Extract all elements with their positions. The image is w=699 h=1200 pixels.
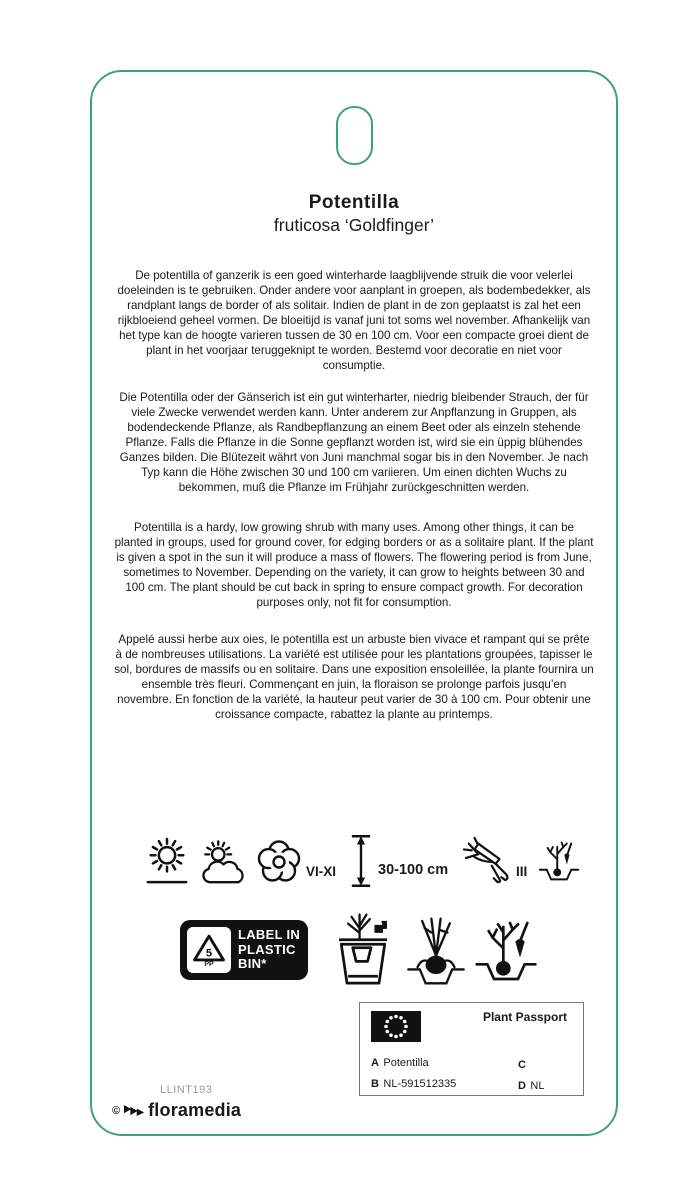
copyright-symbol: ©	[112, 1104, 121, 1117]
passport-title: Plant Passport	[482, 1010, 567, 1024]
badge-line-3: BIN*	[238, 956, 267, 972]
passport-key-b: B	[371, 1078, 379, 1090]
description-dutch: De potentilla of ganzerik is een goed winterharde laagblijvende struik die voor velerlei doeleinden is te gebruiken. Onder andere voor aanplant in groepen, als bodembedekker, als randplant langs de border of als solitair. Indien de plant in de zon geplaatst is zal het een rijkbloeiend geheel vormen. De bloeitijd is vanaf juni tot soms wel november. Afhankelijk van het type kan de hoogte varieren tussen de 30 en 100 cm. Voor een compacte groei dient de plant in het voorjaar teruggeknipt te worden. Bestemd voor decoratie en niet voor consumptie.	[117, 269, 591, 372]
description-english: Potentilla is a hardy, low growing shrub with many uses. Among other things, it can be planted in groups, used for ground cover, for edging borders or as a solitaire plant. If the plant is given a spot in the sun it will produce a mass of flowers. The flowering period is from June, sometimes to November. Depending on the variety, it can grow to heights between 30 and 100 cm. The plant should be cut back in spring to ensure compact growth. For decoration purposes only, not fit for consumption.	[114, 521, 594, 609]
passport-key-c: C	[518, 1059, 526, 1071]
root-ball-icon	[406, 914, 466, 988]
pruning-shears-icon	[462, 836, 512, 884]
passport-field-d	[518, 1076, 544, 1094]
hanging-hole	[336, 106, 373, 165]
eu-flag-icon	[371, 1011, 421, 1042]
material-code: PP	[204, 960, 214, 968]
floramedia-leaf-icon	[123, 1103, 145, 1118]
soak-in-bucket-icon	[332, 910, 394, 990]
recycling-symbol	[187, 927, 231, 973]
passport-field-a	[371, 1053, 429, 1071]
plant-species-subtitle: fruticosa ‘Goldfinger’	[273, 215, 435, 235]
care-icon-row	[92, 832, 616, 896]
planting-icon-row	[92, 910, 616, 1000]
recycle-code: 5	[205, 947, 213, 959]
label-in-plastic-bin-badge	[180, 920, 308, 980]
flowering-period-label: VI-XI	[306, 864, 337, 879]
partial-shade-icon	[200, 840, 248, 886]
plant-label-card	[90, 70, 618, 1136]
floramedia-wordmark: floramedia	[148, 1100, 242, 1120]
pruning-month-label: III	[516, 864, 528, 879]
planting-trowel-icon	[474, 912, 538, 990]
passport-value-a: Potentilla	[383, 1057, 429, 1069]
description-french: Appelé aussi herbe aux oies, le potentilla est un arbuste bien vivace et rampant qui se prête à de nombreuses utilisations. La variété est utilisée pour les plantations groupées, tapisser le sol, bordures de massifs ou en solitaire. Dans une exposition ensoleillée, la plante fournira un ensemble très fleuri. Commençant en juin, la floraison se prolonge parfois jusqu’en novembre. En fonction de la variété, la hauteur peut varier de 30 à 100 cm. Pour obtenir une croissance compacte, rabattez la plante au printemps.	[114, 633, 594, 721]
passport-value-b: NL-591512335	[383, 1078, 457, 1090]
passport-value-d: NL	[530, 1080, 545, 1092]
badge-line-2: PLASTIC	[238, 941, 296, 957]
passport-key-d: D	[518, 1080, 526, 1092]
passport-field-c	[518, 1055, 526, 1073]
flower-icon	[254, 838, 304, 886]
label-reference-code: LLINT193	[160, 1084, 213, 1096]
plant-genus-title: Potentilla	[308, 192, 400, 213]
badge-line-1: LABEL IN	[238, 927, 301, 943]
passport-key-a: A	[371, 1057, 379, 1069]
plant-with-trowel-icon	[538, 838, 580, 884]
passport-field-b	[371, 1074, 456, 1092]
floramedia-logo	[112, 1100, 241, 1121]
height-range-icon	[350, 832, 372, 890]
full-sun-icon	[144, 834, 190, 888]
description-german: Die Potentilla oder der Gänserich ist ein gut winterharter, niedrig bleibender Strauch, der für viele Zwecke verwendet werden kann. Unter anderem zur Anpflanzung in Gruppen, als bodendeckende Pflanze, als Randbepflanzung an einem Beet oder als einzeln stehende Pflanze. Falls die Pflanze in die Sonne gepflanzt worden ist, wird sie ein üppig blühendes Ganzes bilden. Die Blütezeit währt von Juni manchmal sogar bis in den November. Je nach Typ kann die Höhe zwischen 30 und 100 cm variieren. Um einen dichten Wuchs zu bekommen, muß die Pflanze im Frühjahr zurückgeschnitten werden.	[119, 391, 589, 494]
height-range-label: 30-100 cm	[378, 862, 449, 878]
plant-passport-box	[359, 1002, 584, 1096]
